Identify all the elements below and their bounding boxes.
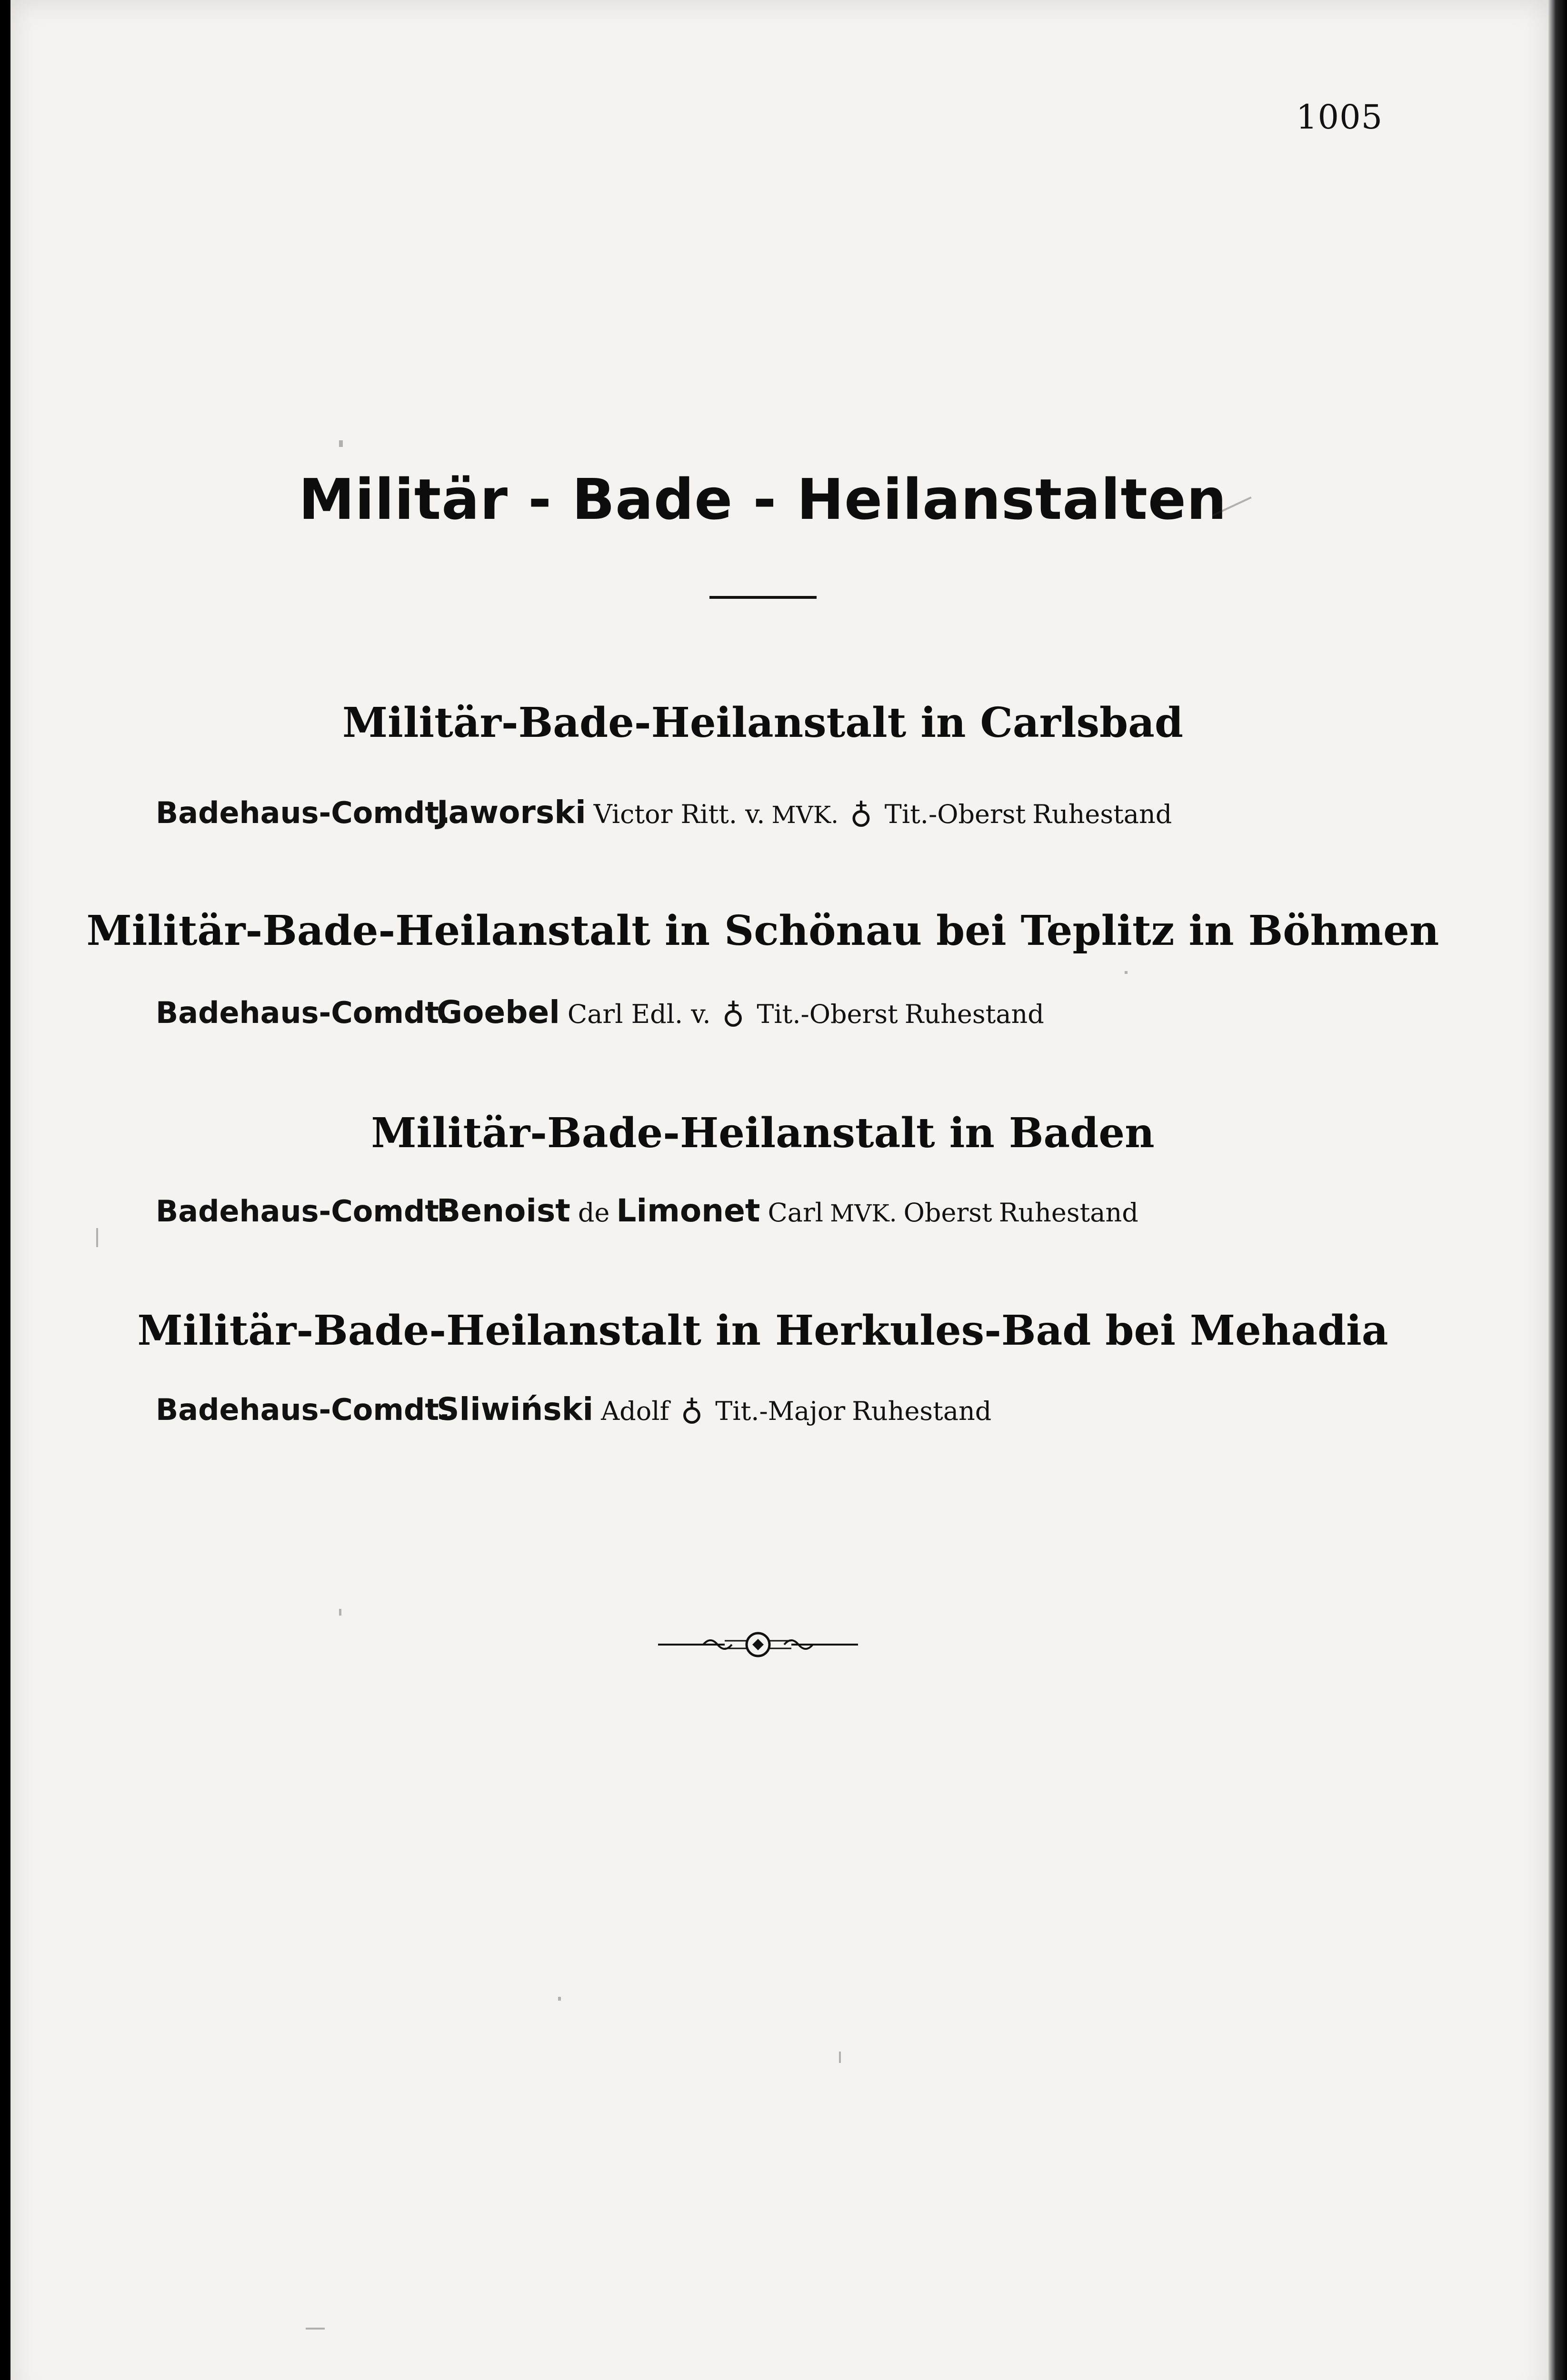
entry-rank: Tit.-Oberst	[884, 799, 1026, 829]
entry-herkulesbad	[156, 1391, 998, 1428]
entry-role: Badehaus-Comdt.	[156, 1194, 450, 1229]
entry-detail: Carl	[768, 1198, 824, 1228]
title-rule	[709, 596, 817, 599]
decoration-medal-icon: ♁	[722, 995, 745, 1031]
entry-name: Goebel	[437, 994, 560, 1031]
decoration-medal-icon: ♁	[850, 795, 872, 831]
entry-baden	[156, 1192, 1145, 1229]
entry-status: Ruhestand	[904, 999, 1044, 1029]
section-heading-herkulesbad: Militär-Bade-Heilanstalt in Herkules-Bad bei Mehadia	[137, 1307, 1388, 1355]
section-heading-carlsbad: Militär-Bade-Heilanstalt in Carlsbad	[342, 699, 1184, 747]
entry-detail: Adolf	[601, 1396, 669, 1426]
page-title: Militär - Bade - Heilanstalten	[299, 466, 1227, 532]
entry-detail: Victor Ritt. v.	[593, 799, 765, 829]
scan-speck	[306, 2328, 325, 2330]
entry-name-particle: de	[578, 1198, 610, 1228]
entry-role: Badehaus-Comdt.	[156, 1392, 450, 1427]
entry-status: Ruhestand	[998, 1198, 1138, 1228]
entry-status: Ruhestand	[852, 1396, 992, 1426]
entry-rank: Tit.-Major	[715, 1396, 846, 1426]
entry-decoration-abbr: MVK.	[771, 801, 839, 829]
decoration-medal-icon: ♁	[680, 1392, 703, 1428]
scan-speck	[339, 440, 343, 447]
entry-schoenau	[156, 994, 1051, 1031]
document-page	[10, 0, 1548, 2380]
entry-name: Benoist	[437, 1192, 570, 1229]
entry-name: Jaworski	[437, 794, 586, 831]
section-heading-baden: Militär-Bade-Heilanstalt in Baden	[371, 1109, 1155, 1157]
entry-rank: Oberst	[903, 1198, 992, 1228]
entry-carlsbad	[156, 794, 1178, 831]
end-ornament-icon	[658, 1628, 858, 1661]
scan-speck	[339, 1609, 341, 1616]
page-number: 1005	[1296, 98, 1383, 137]
scan-speck	[1125, 971, 1128, 974]
entry-role: Badehaus-Comdt.	[156, 995, 450, 1030]
entry-decoration-abbr: MVK.	[830, 1200, 897, 1227]
scan-speck	[96, 1228, 98, 1247]
entry-name-second: Limonet	[616, 1192, 760, 1229]
entry-rank: Tit.-Oberst	[757, 999, 898, 1029]
entry-status: Ruhestand	[1032, 799, 1172, 829]
entry-detail: Carl Edl. v.	[567, 999, 711, 1029]
scan-speck	[558, 1997, 561, 2001]
section-heading-schoenau: Militär-Bade-Heilanstalt in Schönau bei Teplitz in Böhmen	[86, 907, 1439, 955]
entry-role: Badehaus-Comdt.	[156, 795, 450, 830]
scan-speck	[839, 2052, 841, 2063]
scan-right-edge	[1548, 0, 1567, 2380]
scan-left-edge	[0, 0, 10, 2380]
entry-name: Sliwiński	[437, 1391, 594, 1428]
